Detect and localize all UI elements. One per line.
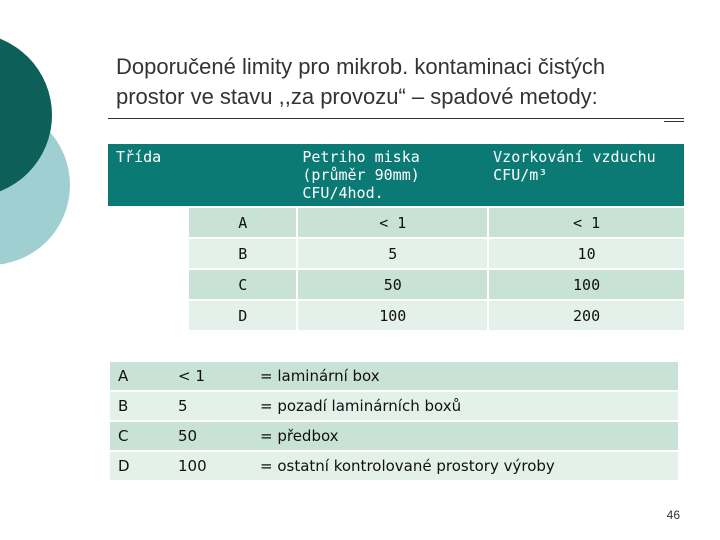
legend-table [110, 360, 678, 480]
legend-class: A [110, 360, 166, 390]
row-air: 200 [487, 299, 684, 330]
row-air: 10 [487, 237, 684, 268]
legend-value: 50 [166, 420, 248, 450]
table-row [110, 360, 678, 390]
legend-description: = laminární box [248, 360, 678, 390]
title-divider-accent [664, 121, 684, 122]
decorative-circles [0, 0, 80, 300]
row-class: C [189, 268, 296, 299]
table-row [108, 206, 684, 237]
legend-value: < 1 [166, 360, 248, 390]
limits-table [108, 144, 684, 330]
table-row [110, 450, 678, 480]
legend-value: 5 [166, 390, 248, 420]
legend-class: D [110, 450, 166, 480]
legend-class: C [110, 420, 166, 450]
header-class: Třída [108, 144, 296, 206]
slide-title: Doporučené limity pro mikrob. kontaminaci čistých prostor ve stavu ,,za provozu“ – spadové metody: [116, 54, 606, 109]
legend-class: B [110, 390, 166, 420]
header-air: Vzorkování vzduchu CFU/m³ [487, 144, 684, 206]
table-row [108, 299, 684, 330]
row-class: B [189, 237, 296, 268]
row-petri: 5 [296, 237, 487, 268]
row-air: 100 [487, 268, 684, 299]
table-row [110, 420, 678, 450]
title-divider [108, 118, 684, 119]
row-petri: < 1 [296, 206, 487, 237]
row-air: < 1 [487, 206, 684, 237]
legend-description: = ostatní kontrolované prostory výroby [248, 450, 678, 480]
legend-description: = předbox [248, 420, 678, 450]
row-class: D [189, 299, 296, 330]
row-petri: 100 [296, 299, 487, 330]
page-number: 46 [666, 508, 680, 522]
legend-description: = pozadí laminárních boxů [248, 390, 678, 420]
row-petri: 50 [296, 268, 487, 299]
table-row [110, 390, 678, 420]
legend-value: 100 [166, 450, 248, 480]
header-petri: Petriho miska (průměr 90mm) CFU/4hod. [296, 144, 487, 206]
row-class: A [189, 206, 296, 237]
table-row [108, 268, 684, 299]
limits-table-header [108, 144, 684, 206]
table-row [108, 237, 684, 268]
